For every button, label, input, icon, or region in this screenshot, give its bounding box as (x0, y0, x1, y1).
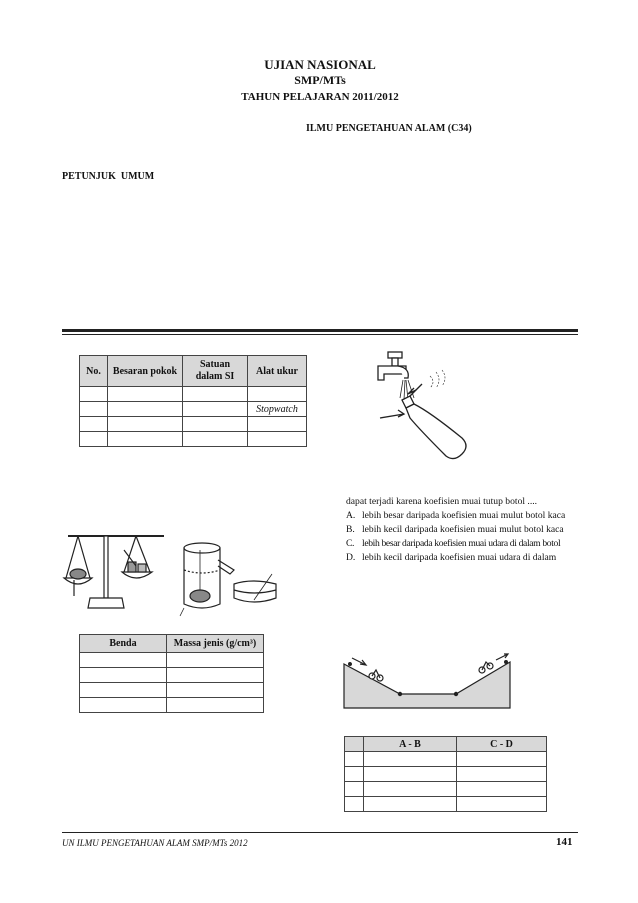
table-row (80, 653, 264, 668)
density-table (79, 634, 264, 713)
section-divider-thin (62, 334, 578, 335)
option-b: B. lebih kecil daripada koefisien muai mulut botol kaca (346, 524, 564, 535)
col-header-massa-jenis: Massa jenis (g/cm³) (167, 635, 264, 653)
table-row (80, 698, 264, 713)
general-instructions-heading: PETUNJUK UMUM (62, 171, 155, 182)
exam-title: UJIAN NASIONAL (264, 57, 376, 72)
col-header-satuan-line2: dalam SI (195, 371, 235, 382)
table-row (80, 432, 307, 447)
col-header-satuan-line1: Satuan (199, 359, 230, 370)
option-c: C. lebih besar daripada koefisien muai udara di dalam botol (346, 538, 561, 549)
col-header-besaran: Besaran pokok (108, 356, 183, 387)
cyclist-track-illustration (344, 652, 514, 712)
col-header-alat-ukur: Alat ukur (248, 356, 307, 387)
col-header-blank (345, 737, 364, 752)
section-divider (62, 329, 578, 332)
table-row (345, 782, 547, 797)
col-header-satuan (183, 356, 248, 387)
stopwatch-cell: Stopwatch (248, 402, 307, 417)
col-header-c-d: C - D (457, 737, 547, 752)
col-header-no: No. (80, 356, 108, 387)
bottle-question-stem: dapat terjadi karena koefisien muai tutup botol .... (346, 496, 538, 507)
exam-level: SMP/MTs (294, 73, 346, 87)
footer-divider (62, 832, 578, 833)
table-row (80, 668, 264, 683)
table-row (345, 797, 547, 812)
page-number: 141 (556, 836, 573, 848)
exam-subject: ILMU PENGETAHUAN ALAM (C34) (306, 123, 472, 134)
table-row (80, 402, 307, 417)
faucet-bottle-illustration (370, 350, 490, 470)
option-a: A. lebih besar daripada koefisien muai mulut botol kaca (346, 510, 566, 521)
option-d: D. lebih kecil daripada koefisien muai udara di dalam (346, 552, 557, 563)
si-units-table (79, 355, 307, 447)
overflow-can-illustration (178, 540, 288, 618)
col-header-benda: Benda (80, 635, 167, 653)
exam-year: TAHUN PELAJARAN 2011/2012 (241, 91, 399, 103)
table-row (345, 767, 547, 782)
table-row (345, 752, 547, 767)
col-header-a-b: A - B (364, 737, 457, 752)
table-row (80, 683, 264, 698)
footer-left: UN ILMU PENGETAHUAN ALAM SMP/MTs 2012 (62, 838, 248, 848)
table-row (80, 417, 307, 432)
table-row (80, 387, 307, 402)
track-table (344, 736, 547, 812)
balance-scale-illustration (64, 528, 174, 618)
